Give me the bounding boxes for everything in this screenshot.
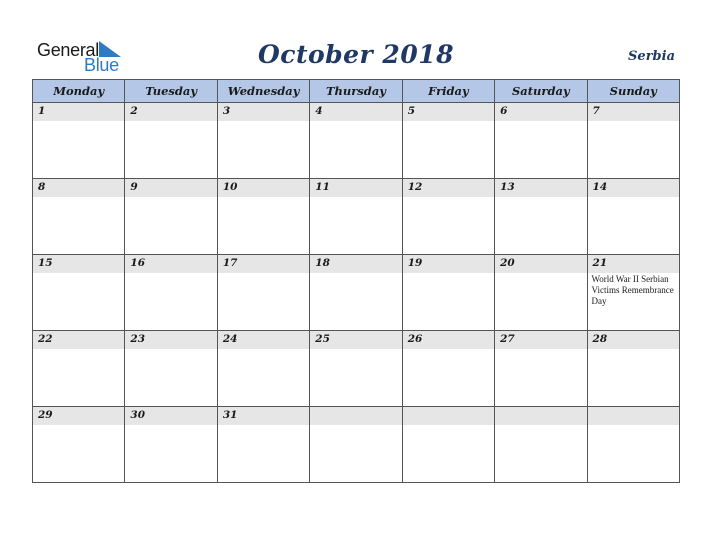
day-number: 2 <box>130 105 138 117</box>
day-number: 5 <box>407 105 415 117</box>
day-header-bar <box>403 331 494 349</box>
logo-text-general: General <box>37 40 99 60</box>
day-header-bar <box>33 407 124 425</box>
day-number: 27 <box>500 333 515 345</box>
day-header-bar <box>33 255 124 273</box>
weekday-header: Sunday <box>587 80 679 103</box>
day-cell <box>310 179 402 255</box>
weekday-header: Wednesday <box>217 80 309 103</box>
day-cell <box>125 407 217 483</box>
day-number: 20 <box>500 257 515 269</box>
day-number: 17 <box>222 257 238 269</box>
day-header-bar <box>125 179 216 197</box>
country-label: Serbia <box>628 49 675 64</box>
week-row <box>33 331 680 407</box>
day-number: 15 <box>38 257 53 269</box>
day-number: 1 <box>38 105 46 117</box>
day-number: 28 <box>592 333 608 345</box>
day-number: 9 <box>130 181 138 193</box>
day-cell <box>310 103 402 179</box>
day-header-bar <box>310 255 401 273</box>
day-header-bar <box>33 103 124 121</box>
day-cell <box>310 407 402 483</box>
day-header-bar <box>310 407 401 425</box>
day-header-bar <box>495 103 586 121</box>
day-header-bar <box>588 255 679 273</box>
day-cell <box>33 331 125 407</box>
day-cell <box>587 179 679 255</box>
day-cell <box>33 179 125 255</box>
day-number: 19 <box>407 257 423 269</box>
holiday-event: World War II Serbian Victims Remembrance Day <box>591 274 674 306</box>
day-header-bar <box>218 179 309 197</box>
day-number: 13 <box>500 181 515 193</box>
day-header-bar <box>218 255 309 273</box>
day-header-bar <box>403 407 494 425</box>
day-cell <box>587 103 679 179</box>
weekday-header: Friday <box>402 80 494 103</box>
weekday-header: Saturday <box>495 80 587 103</box>
week-row <box>33 179 680 255</box>
day-header-bar <box>588 331 679 349</box>
day-number: 22 <box>38 333 53 345</box>
day-cell <box>587 407 679 483</box>
day-cell <box>33 255 125 331</box>
day-header-bar <box>495 255 586 273</box>
day-number: 26 <box>407 333 423 345</box>
calendar-title: October 2018 <box>257 40 455 69</box>
day-cell <box>402 179 494 255</box>
day-header-bar <box>495 331 586 349</box>
day-cell <box>33 407 125 483</box>
day-number: 23 <box>130 333 146 345</box>
day-header-bar <box>403 179 494 197</box>
day-cell <box>217 103 309 179</box>
day-cell <box>402 331 494 407</box>
weekday-header-row <box>33 80 680 103</box>
day-header-bar <box>403 103 494 121</box>
day-cell <box>217 255 309 331</box>
day-cell <box>495 179 587 255</box>
day-number: 21 <box>592 257 608 269</box>
day-number: 16 <box>130 257 146 269</box>
weekday-header: Monday <box>33 80 125 103</box>
day-header-bar <box>33 331 124 349</box>
day-cell <box>402 103 494 179</box>
day-number: 4 <box>315 105 323 117</box>
day-cell <box>495 103 587 179</box>
day-cell <box>125 331 217 407</box>
day-header-bar <box>218 331 309 349</box>
day-cell <box>310 331 402 407</box>
day-cell <box>402 407 494 483</box>
day-cell <box>217 331 309 407</box>
day-number: 10 <box>222 181 238 193</box>
day-number: 12 <box>407 181 423 193</box>
day-header-bar <box>218 407 309 425</box>
day-cell <box>587 331 679 407</box>
day-number: 25 <box>315 333 330 345</box>
day-number: 3 <box>222 105 231 117</box>
day-cell <box>217 179 309 255</box>
day-number: 8 <box>38 181 46 193</box>
day-header-bar <box>310 179 401 197</box>
day-header-bar <box>495 407 586 425</box>
day-number: 6 <box>500 105 508 117</box>
day-cell <box>217 407 309 483</box>
calendar-body <box>33 103 680 483</box>
day-header-bar <box>588 407 679 425</box>
weekday-header: Tuesday <box>125 80 217 103</box>
day-cell <box>125 103 217 179</box>
week-row <box>33 407 680 483</box>
day-number: 24 <box>222 333 238 345</box>
day-header-bar <box>218 103 309 121</box>
day-header-bar <box>588 103 679 121</box>
week-row <box>33 103 680 179</box>
day-header-bar <box>310 103 401 121</box>
day-header-bar <box>125 407 216 425</box>
day-cell <box>125 255 217 331</box>
weekday-header: Thursday <box>310 80 402 103</box>
day-number: 11 <box>315 181 330 193</box>
day-cell <box>33 103 125 179</box>
day-header-bar <box>310 331 401 349</box>
day-header-bar <box>125 331 216 349</box>
day-number: 7 <box>592 105 600 117</box>
day-cell <box>310 255 402 331</box>
day-number: 18 <box>315 257 330 269</box>
day-cell <box>495 255 587 331</box>
day-cell <box>495 407 587 483</box>
day-number: 29 <box>38 409 53 421</box>
week-row <box>33 255 680 331</box>
day-header-bar <box>125 103 216 121</box>
logo-text-blue: Blue <box>84 55 119 75</box>
day-number: 14 <box>592 181 608 193</box>
day-header-bar <box>125 255 216 273</box>
day-cell <box>125 179 217 255</box>
day-cell <box>587 255 679 331</box>
day-cell <box>495 331 587 407</box>
day-header-bar <box>495 179 586 197</box>
day-number: 31 <box>222 409 238 421</box>
day-cell <box>402 255 494 331</box>
day-header-bar <box>33 179 124 197</box>
day-number: 30 <box>130 409 146 421</box>
day-header-bar <box>403 255 494 273</box>
day-header-bar <box>588 179 679 197</box>
calendar-grid <box>32 79 680 483</box>
